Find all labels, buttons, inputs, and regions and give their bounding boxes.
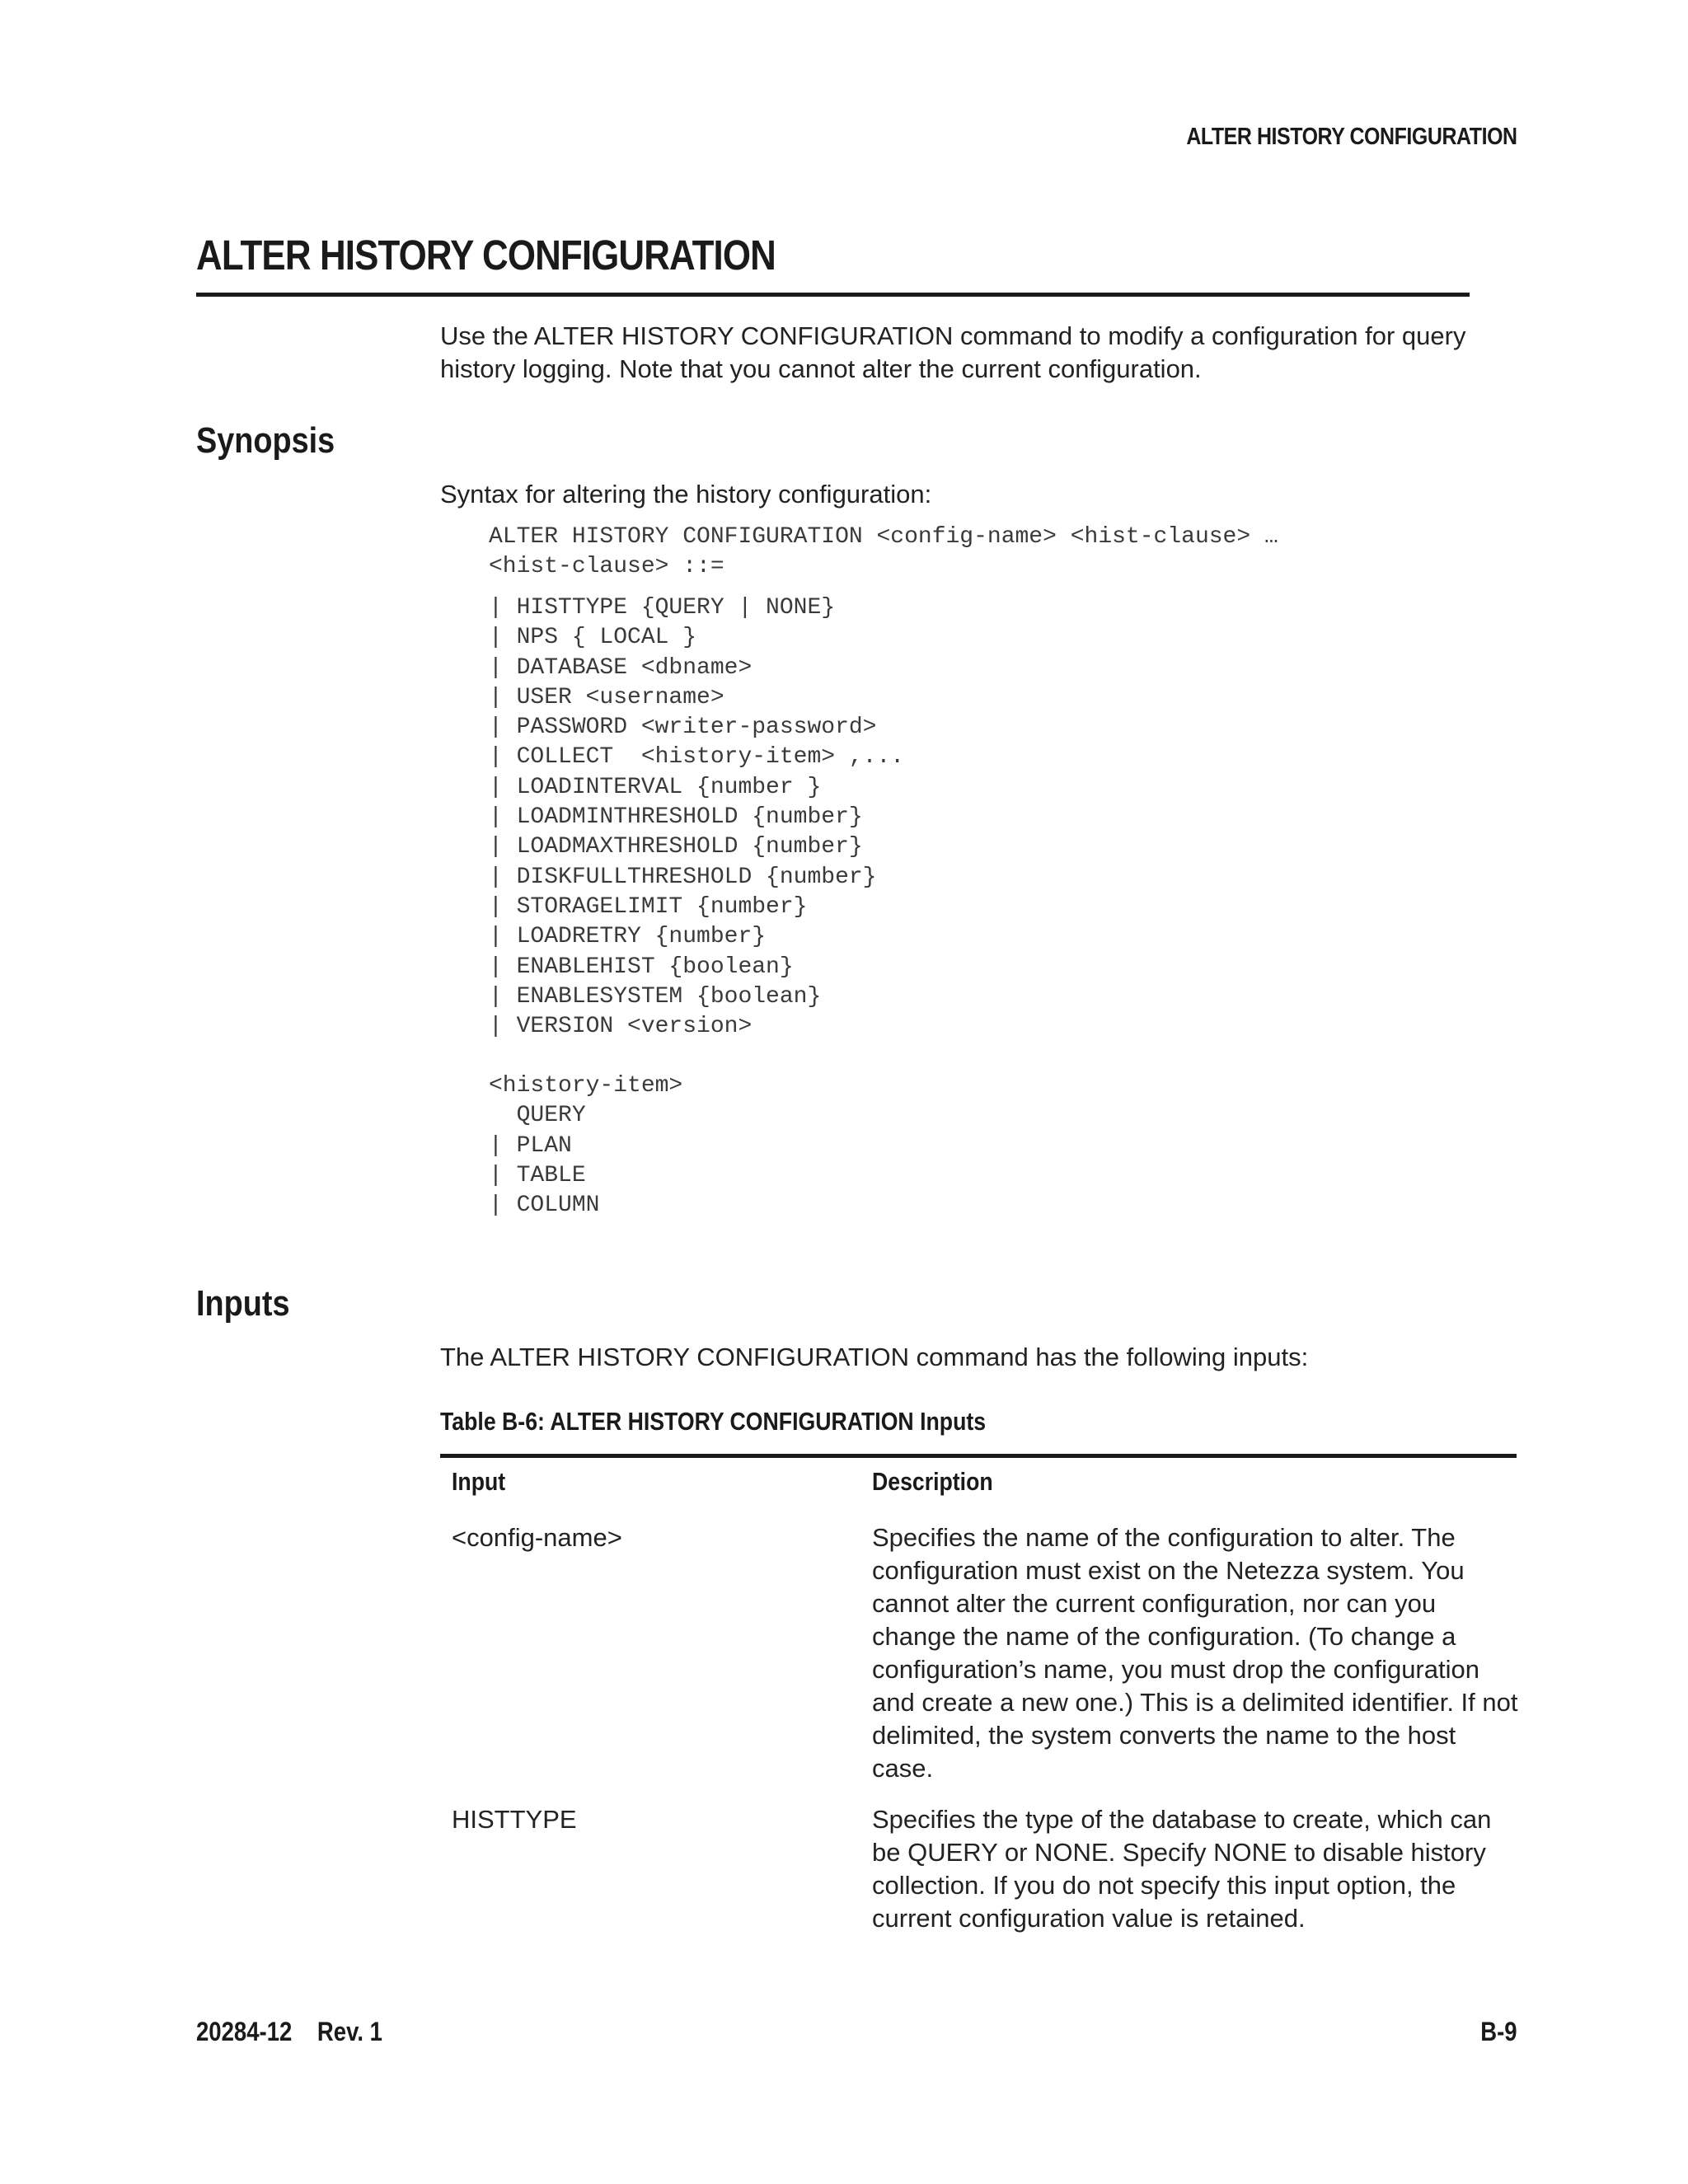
table-caption: Table B-6: ALTER HISTORY CONFIGURATION Inputs (440, 1407, 987, 1436)
table-cell-input: <config-name> (452, 1523, 622, 1552)
table-header-description: Description (872, 1467, 993, 1496)
table-cell-input: HISTTYPE (452, 1805, 577, 1834)
table-cell-description: Specifies the type of the database to create, which can be QUERY or NONE. Specify NONE to disable history collection. If you do not specify this input option, the current configuration value is retained. (872, 1805, 1492, 1933)
page-title: ALTER HISTORY CONFIGURATION (196, 232, 776, 279)
inputs-lead: The ALTER HISTORY CONFIGURATION command has the following inputs: (440, 1343, 1309, 1371)
table-top-rule (440, 1454, 1517, 1458)
footer-page-number: B-9 (1480, 2017, 1517, 2046)
synopsis-heading: Synopsis (196, 420, 335, 461)
table-cell-description: Specifies the name of the configuration to alter. The configuration must exist on the Netezza system. You cannot alter the current configuration, nor can you change the name of the configuration. (To change a configuration’s name, you must drop the configuration and create a new one.) This is a delimited identifier. If not delimited, the system converts the name to the host case. (872, 1523, 1518, 1783)
table-header-input: Input (452, 1467, 506, 1496)
title-rule (196, 293, 1470, 297)
inputs-heading: Inputs (196, 1283, 290, 1324)
running-header: ALTER HISTORY CONFIGURATION (1186, 124, 1517, 150)
footer-doc-id: 20284-12 Rev. 1 (196, 2017, 382, 2046)
syntax-code-clauses: | HISTTYPE {QUERY | NONE} | NPS { LOCAL } | DATABASE <dbname> | USER <username> | PASSWORD <writer-password> | COLLECT <history-item> ,... | LOADINTERVAL {number } | LOADMINTHRESHOLD {number} | LOADMAXTHRESHOLD {number} | DISKFULLTHRESHOLD {number} | STORAGELIMIT {number} | LOADRETRY {number} | ENABLEHIST {boolean} | ENABLESYSTEM {boolean} | VERSION <version> (489, 595, 905, 1040)
synopsis-lead: Syntax for altering the history configuration: (440, 480, 932, 509)
syntax-code-history-items: <history-item> QUERY | PLAN | TABLE | COLUMN (489, 1073, 683, 1219)
intro-paragraph: Use the ALTER HISTORY CONFIGURATION command to modify a configuration for query history logging. Note that you cannot alter the current configuration. (440, 321, 1466, 383)
syntax-code-header: ALTER HISTORY CONFIGURATION <config-name> <hist-clause> … <hist-clause> ::= (489, 524, 1278, 580)
